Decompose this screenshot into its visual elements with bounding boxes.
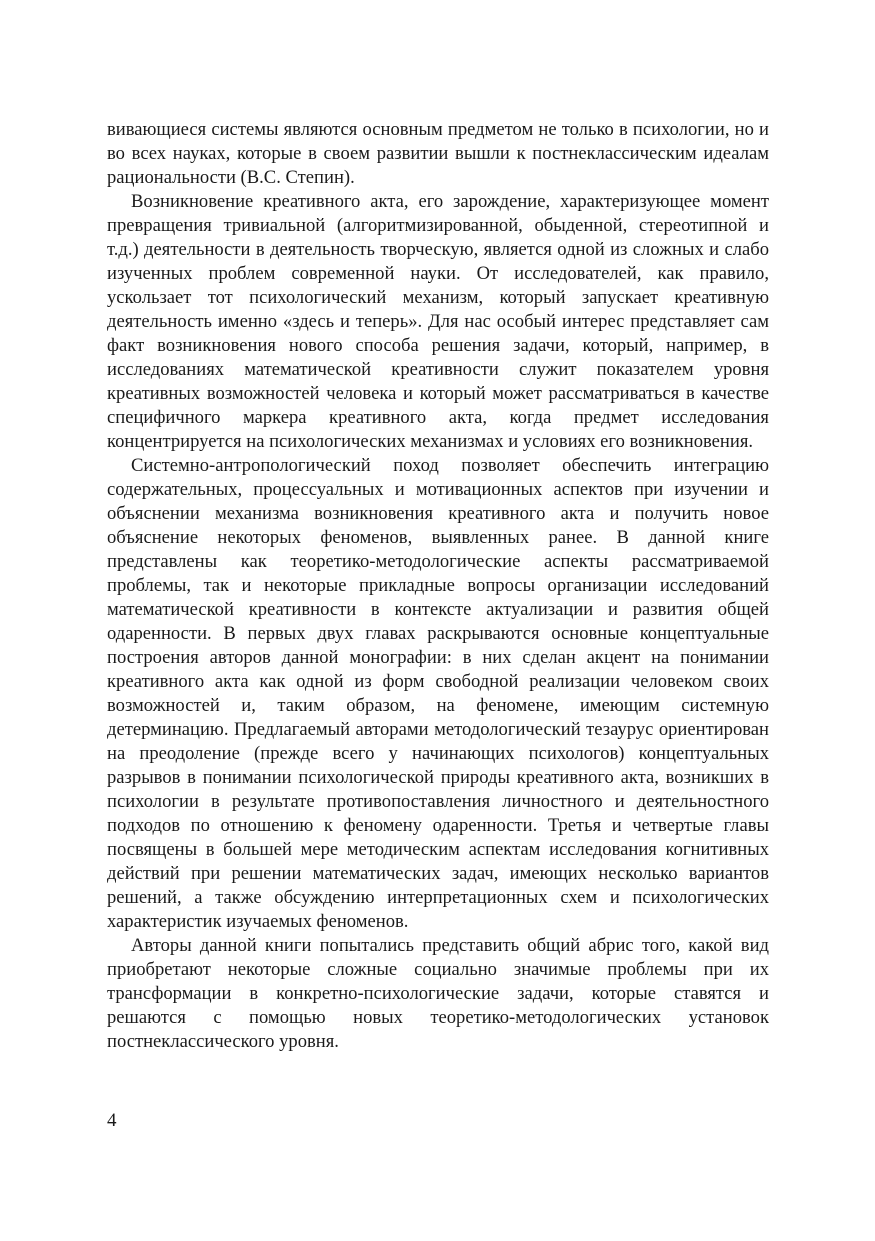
page-number: 4	[107, 1110, 117, 1131]
paragraph-continuation: вивающиеся системы являются основным предметом не только в психологии, но и во всех науках, которые в своем развитии вышли к постнеклассическим идеалам рациональности (В.С. Степин).	[107, 119, 769, 188]
paragraph-creative-act-origin: Возникновение креативного акта, его зарождение, характеризующее момент превращения тривиальной (алгоритмизированной, обыденной, стереотипной и т.д.) деятельности в деятельность творческую, является одной из сложных и слабо изученных проблем современной науки. От исследователей, как правило, ускользает тот психологический механизм, который запускает креативную деятельность именно «здесь и теперь». Для нас особый интерес представляет сам факт возникновения нового способа решения задачи, который, например, в исследованиях математической креативности служит показателем уровня креативных возможностей человека и который может рассматриваться в качестве специфичного маркера креативного акта, когда предмет исследования концентрируется на психологических механизмах и условиях его возникновения.	[107, 191, 769, 452]
paragraph-authors-summary: Авторы данной книги попытались представить общий абрис того, какой вид приобретают некоторые сложные социально значимые проблемы при их трансформации в конкретно-психологические задачи, которые ставятся и решаются с помощью новых теоретико-методологических установок постнеклассического уровня.	[107, 935, 769, 1052]
paragraph-systemic-approach: Системно-антропологический поход позволяет обеспечить интеграцию содержательных, процессуальных и мотивационных аспектов при изучении и объяснении механизма возникновения креативного акта и получить новое объяснение некоторых феноменов, выявленных ранее. В данной книге представлены как теоретико-методологические аспекты рассматриваемой проблемы, так и некоторые прикладные вопросы организации исследований математической креативности в контексте актуализации и развития общей одаренности. В первых двух главах раскрываются основные концептуальные построения авторов данной монографии: в них сделан акцент на понимании креативного акта как одной из форм свободной реализации человеком своих возможностей и, таким образом, на феномене, имеющим системную детерминацию. Предлагаемый авторами методологический тезаурус ориентирован на преодоление (прежде всего у начинающих психологов) концептуальных разрывов в понимании психологической природы креативного акта, возникших в психологии в результате противопоставления личностного и деятельностного подходов по отношению к феномену одаренности. Третья и четвертые главы посвящены в большей мере методическим аспектам исследования когнитивных действий при решении математических задач, имеющих несколько вариантов решений, а также обсуждению интерпретационных схем и психологических характеристик изучаемых феноменов.	[107, 455, 769, 932]
body-text	[107, 118, 769, 1054]
